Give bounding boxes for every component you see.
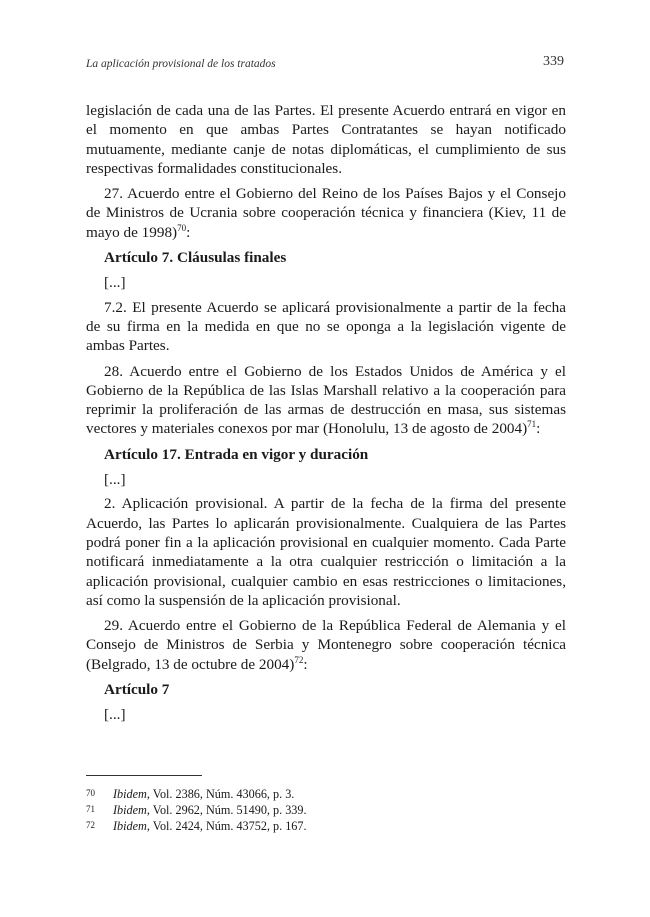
- footnotes: [86, 787, 566, 834]
- footnote-citation: , Vol. 2424, Núm. 43752, p. 167.: [146, 818, 307, 833]
- paragraph-article-7-2: 7.2. El presente Acuerdo se aplicará provisionalmente a partir de la fecha de su firma en la medida en que no se oponga a la legislación vigente de ambas Partes.: [86, 298, 566, 355]
- article-heading: Artículo 7. Cláusulas finales: [104, 249, 287, 267]
- main-text: [86, 101, 566, 730]
- running-header-title: La aplicación provisional de los tratados: [86, 58, 276, 70]
- footnote-text: [113, 787, 294, 803]
- footnote-source: Ibidem: [113, 787, 147, 801]
- omission-mark: [...]: [104, 274, 126, 292]
- punctuation: :: [186, 223, 191, 241]
- paragraph-text: 29. Acuerdo entre el Gobierno de la República Federal de Alemania y el Consejo de Ministros de Serbia y Montenegro sobre cooperación técnica (Belgrado, 13 de octubre de 2004): [86, 617, 566, 673]
- paragraph-agreement-29: [86, 616, 566, 674]
- footnote-source: Ibidem: [113, 818, 147, 833]
- footnote-citation: , Vol. 2386, Núm. 43066, p. 3.: [146, 787, 295, 801]
- punctuation: :: [536, 420, 541, 438]
- page-number: 339: [543, 54, 564, 69]
- footnote-separator: [86, 775, 202, 776]
- footnote: [86, 787, 566, 803]
- paragraph-agreement-28: [86, 362, 566, 439]
- footnote-source: Ibidem: [113, 802, 147, 817]
- paragraph-continuation: legislación de cada una de las Partes. El presente Acuerdo entrará en vigor en el momento en que ambas Partes Contratantes se hayan notificado mutuamente, mediante canje de notas diplomáticas, el cumplimiento de sus respectivas formalidades constitucionales.: [86, 102, 566, 177]
- punctuation: :: [303, 655, 308, 673]
- footnote: [86, 819, 566, 835]
- article-heading: Artículo 7: [104, 681, 170, 699]
- omission-mark: [...]: [104, 706, 126, 724]
- footnote: [86, 803, 566, 819]
- omission-mark: [...]: [104, 471, 126, 489]
- paragraph-agreement-27: [86, 184, 566, 242]
- paragraph-provisional-application: 2. Aplicación provisional. A partir de la fecha de la firma del presente Acuerdo, las Partes lo aplicarán provisionalmente. Cualquiera de las Partes podrá poner fin a la aplicación provisional en cualquier momento. Cada Parte notificará inmediatamente a la otra cualquier restricción o limitación a la aplicación provisional, cualquier cambio en esas restricciones o limitaciones, así como la suspensión de la aplicación provisional.: [86, 495, 566, 609]
- paragraph-text: 28. Acuerdo entre el Gobierno de los Estados Unidos de América y el Gobierno de la República de las Islas Marshall relativo a la cooperación para reprimir la proliferación de las armas de destrucción en masa, sus sistemas vectores y materiales conexos por mar (Honolulu, 13 de agosto de 2004): [86, 362, 566, 438]
- footnote-text: [113, 803, 307, 819]
- footnote-citation: , Vol. 2962, Núm. 51490, p. 339.: [146, 802, 307, 817]
- footnote-text: [113, 819, 307, 835]
- footnote-ref: 72: [294, 654, 304, 665]
- footnote-number: 72: [86, 819, 95, 830]
- footnote-number: 70: [86, 788, 95, 798]
- paragraph-text: 27. Acuerdo entre el Gobierno del Reino de los Países Bajos y el Consejo de Ministros de Ucrania sobre cooperación técnica y financiera (Kiev, 11 de mayo de 1998): [86, 185, 566, 241]
- article-heading: Artículo 17. Entrada en vigor y duración: [104, 445, 369, 463]
- footnote-ref: 70: [177, 222, 187, 233]
- footnote-ref: 71: [527, 419, 537, 430]
- footnote-number: 71: [86, 803, 95, 814]
